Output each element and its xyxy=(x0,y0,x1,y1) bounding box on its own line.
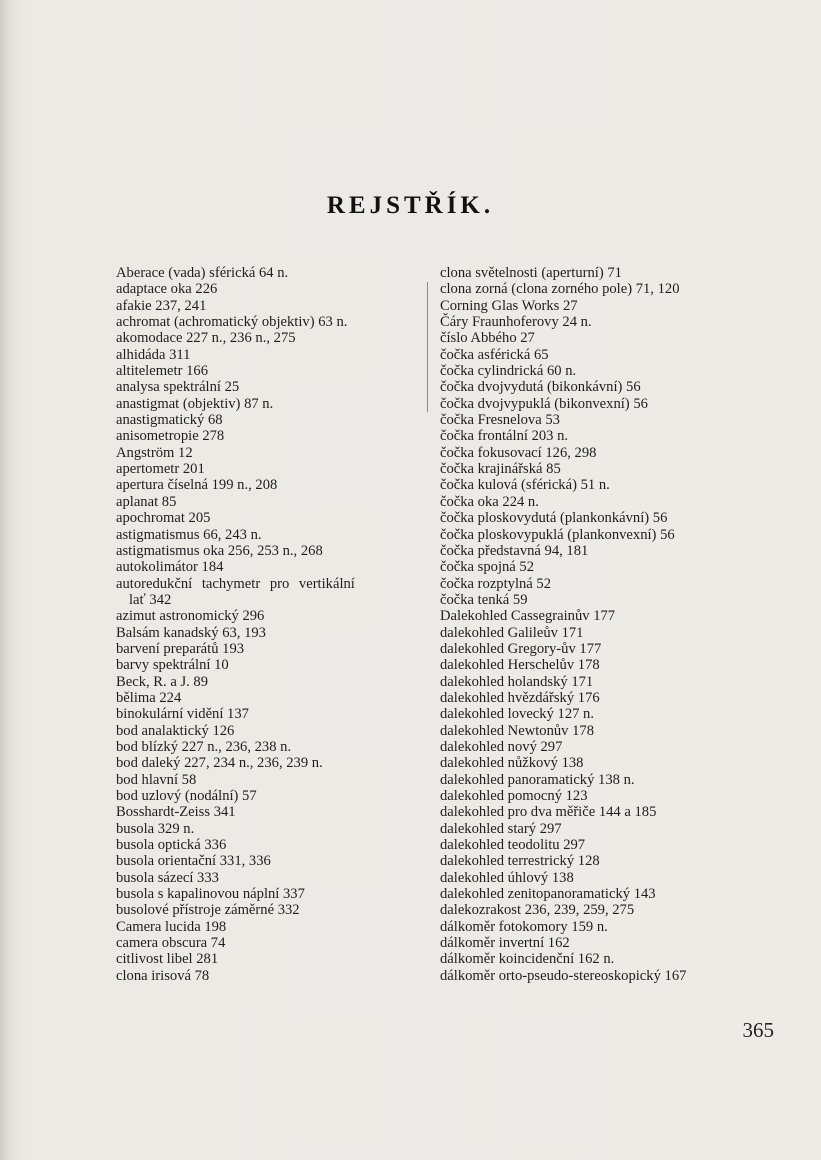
index-entry: čočka Fresnelova 53 xyxy=(440,412,560,429)
index-entry: Bosshardt-Zeiss 341 xyxy=(116,804,236,821)
index-entry: adaptace oka 226 xyxy=(116,281,218,298)
index-entry: čočka kulová (sférická) 51 n. xyxy=(440,477,610,494)
index-entry: dálkoměr invertní 162 xyxy=(440,935,570,952)
index-entry: citlivost libel 281 xyxy=(116,951,219,968)
index-entry: dalekozrakost 236, 239, 259, 275 xyxy=(440,902,635,919)
index-entry: dalekohled Herschelův 178 xyxy=(440,657,600,674)
index-entry: čočka ploskovydutá (plankonkávní) 56 xyxy=(440,510,668,527)
index-entry: apochromat 205 xyxy=(116,510,211,527)
index-entry: apertometr 201 xyxy=(116,461,205,478)
index-entry: busola 329 n. xyxy=(116,820,195,837)
index-entry: dalekohled Newtonův 178 xyxy=(440,722,595,739)
index-entry: achromat (achromatický objektiv) 63 n. xyxy=(116,314,348,331)
index-entry: barvy spektrální 10 xyxy=(116,657,229,674)
index-entry: dalekohled starý 297 xyxy=(440,820,562,837)
index-entry: Angström 12 xyxy=(116,444,193,461)
index-entry: dalekohled pro dva měřiče 144 a 185 xyxy=(440,804,657,821)
index-entry: čočka oka 224 n. xyxy=(440,493,539,510)
index-entry: dalekohled nový 297 xyxy=(440,738,563,755)
index-entry: Balsám kanadský 63, 193 xyxy=(116,624,266,641)
index-entry: azimut astronomický 296 xyxy=(116,608,265,625)
index-entry: apertura číselná 199 n., 208 xyxy=(116,477,278,494)
index-entry: dalekohled Gregory-ův 177 xyxy=(440,640,602,657)
index-entry: Corning Glas Works 27 xyxy=(440,297,578,314)
index-entry: čočka frontální 203 n. xyxy=(440,428,569,445)
index-entry: bod daleký 227, 234 n., 236, 239 n. xyxy=(116,755,323,772)
index-entry: Dalekohled Cassegrainův 177 xyxy=(440,608,616,625)
index-entry: anisometropie 278 xyxy=(116,428,225,445)
index-entry: lať 342 xyxy=(129,591,172,608)
index-entry: bod hlavní 58 xyxy=(116,771,197,788)
index-entry: dalekohled úhlový 138 xyxy=(440,869,574,886)
index-entry: busola sázecí 333 xyxy=(116,869,219,886)
index-entry: čočka představná 94, 181 xyxy=(440,542,589,559)
index-entry: astigmatismus oka 256, 253 n., 268 xyxy=(116,542,323,559)
index-entry: autokolimátor 184 xyxy=(116,559,224,576)
index-entry: dalekohled teodolitu 297 xyxy=(440,837,586,854)
index-entry: binokulární vidění 137 xyxy=(116,706,249,723)
index-entry: autoredukční tachymetr pro vertikální xyxy=(116,575,355,592)
index-entry: dalekohled pomocný 123 xyxy=(440,788,588,804)
index-entry: dalekohled terrestrický 128 xyxy=(440,853,600,870)
index-entry: dálkoměr orto-pseudo-stereoskopický 167 xyxy=(440,967,687,984)
index-entry: dalekohled zenitopanoramatický 143 xyxy=(440,886,656,903)
index-entry: bod analaktický 126 xyxy=(116,722,235,739)
index-entry: akomodace 227 n., 236 n., 275 xyxy=(116,330,296,347)
index-entry: čočka rozptylná 52 xyxy=(440,575,552,592)
index-entry: clona zorná (clona zorného pole) 71, 120 xyxy=(440,281,680,298)
index-entry: dalekohled hvězdářský 176 xyxy=(440,689,600,706)
index-entry: čočka ploskovypuklá (plankonvexní) 56 xyxy=(440,526,675,543)
index-entry: dalekohled lovecký 127 n. xyxy=(440,706,595,723)
index-entry: aplanat 85 xyxy=(116,493,177,510)
index-entry: busola optická 336 xyxy=(116,837,227,854)
index-entry: dalekohled Galileův 171 xyxy=(440,624,584,641)
index-entry: astigmatismus 66, 243 n. xyxy=(116,526,262,543)
index-entry: čočka spojná 52 xyxy=(440,559,535,576)
index-entry: afakie 237, 241 xyxy=(116,297,207,314)
index-entry: anastigmatický 68 xyxy=(116,412,223,429)
index-entry: bělima 224 xyxy=(116,689,182,706)
page-title: REJSTŘÍK. xyxy=(326,192,495,219)
index-entry: Aberace (vada) sférická 64 n. xyxy=(116,265,289,281)
index-entry: anastigmat (objektiv) 87 n. xyxy=(116,395,274,412)
index-entry: camera obscura 74 xyxy=(116,935,226,952)
index-entry: busola orientační 331, 336 xyxy=(116,853,271,870)
index-entry: altitelemetr 166 xyxy=(116,363,208,380)
index-entry: číslo Abbého 27 xyxy=(440,330,535,347)
index-entry: dalekohled nůžkový 138 xyxy=(440,755,584,772)
index-entry: čočka asférická 65 xyxy=(440,346,549,363)
index-entry: bod blízký 227 n., 236, 238 n. xyxy=(116,738,292,755)
index-entry: clona světelnosti (aperturní) 71 xyxy=(440,265,622,281)
index-entry: dálkoměr koincidenční 162 n. xyxy=(440,951,615,968)
column-divider xyxy=(427,282,428,412)
index-entry: Beck, R. a J. 89 xyxy=(116,673,209,690)
index-entry: bod uzlový (nodální) 57 xyxy=(116,788,257,804)
index-entry: čočka dvojvydutá (bikonkávní) 56 xyxy=(440,379,641,396)
index-entry: dalekohled holandský 171 xyxy=(440,673,594,690)
index-entry: analysa spektrální 25 xyxy=(116,379,240,396)
index-entry: dálkoměr fotokomory 159 n. xyxy=(440,918,608,935)
index-entry: busolové přístroje záměrné 332 xyxy=(116,902,300,919)
index-entry: alhidáda 311 xyxy=(116,346,191,363)
page-number: 365 xyxy=(742,1018,774,1042)
index-column-left xyxy=(116,265,416,984)
index-entry: busola s kapalinovou náplní 337 xyxy=(116,886,305,903)
index-entry: čočka fokusovací 126, 298 xyxy=(440,444,597,461)
index-entry: čočka tenká 59 xyxy=(440,591,528,608)
index-entry: dalekohled panoramatický 138 n. xyxy=(440,771,635,788)
index-entry: Čáry Fraunhoferovy 24 n. xyxy=(440,314,592,331)
index-entry: clona irisová 78 xyxy=(116,967,210,984)
index-entry: čočka dvojvypuklá (bikonvexní) 56 xyxy=(440,395,648,412)
index-entry: Camera lucida 198 xyxy=(116,918,227,935)
index-entry: čočka cylindrická 60 n. xyxy=(440,363,577,380)
index-entry: barvení preparátů 193 xyxy=(116,640,245,657)
index-column-right xyxy=(440,265,785,984)
index-entry: čočka krajinářská 85 xyxy=(440,461,561,478)
